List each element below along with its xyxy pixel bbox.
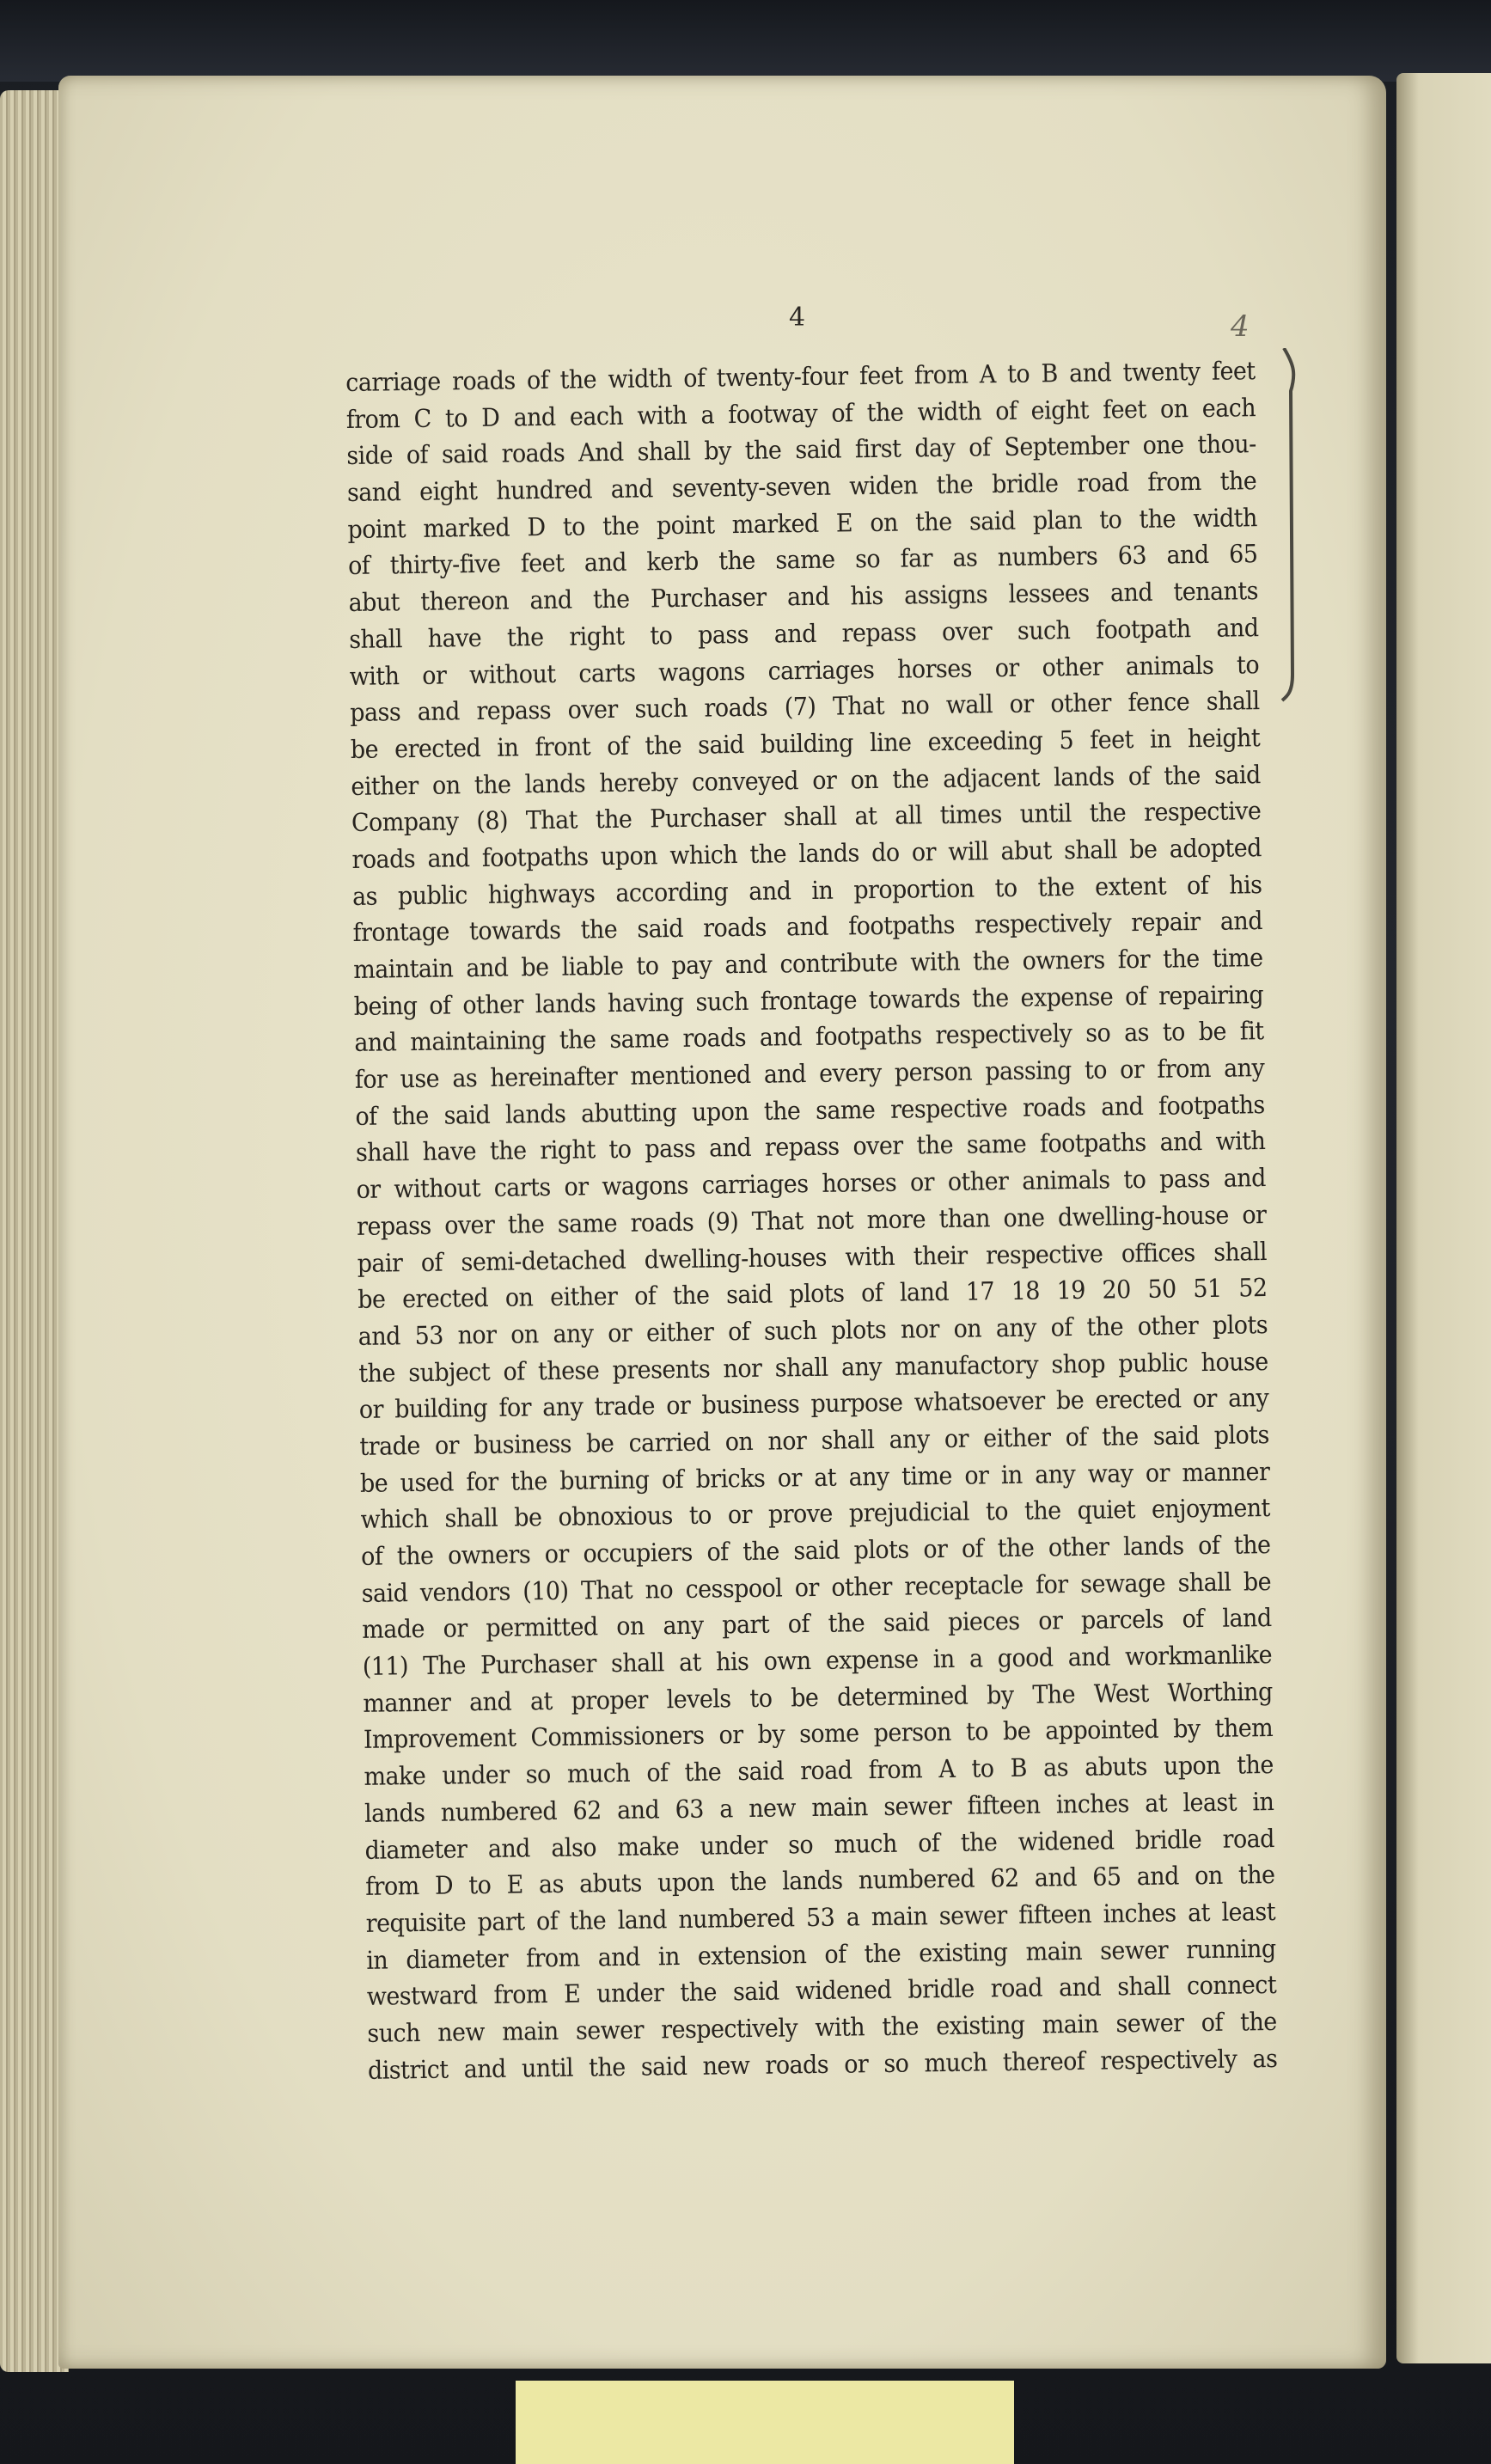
yellow-marker-slip xyxy=(516,2381,1014,2464)
text-line: lands numbered 62 and 63 a new main sewer fifteen inches at least in xyxy=(364,1786,1274,1828)
text-line: with or without carts wagons carriages horses or other animals to xyxy=(349,649,1260,691)
text-line: make under so much of the said road from A to B as abuts upon the xyxy=(364,1750,1274,1791)
pencil-bracket-mark xyxy=(1279,348,1305,709)
text-line: roads and footpaths upon which the lands do or will abut shall be adopted xyxy=(351,833,1262,874)
page-number: 4 xyxy=(789,303,806,333)
text-line: in diameter from and in extension of the existing main sewer running xyxy=(366,1933,1276,1975)
text-line: side of said roads And shall by the said first day of September one thou- xyxy=(346,429,1256,471)
text-line: or without carts or wagons carriages horses or other animals to pass and xyxy=(356,1163,1267,1205)
text-line: pass and repass over such roads (7) That no wall or other fence shall xyxy=(350,686,1260,728)
text-line: said vendors (10) That no cesspool or other receptacle for sewage shall be xyxy=(361,1566,1272,1608)
text-line: shall have the right to pass and repass over such footpath and xyxy=(348,612,1259,654)
text-line: shall have the right to pass and repass over the same footpaths and with xyxy=(355,1126,1266,1168)
text-line: and 53 nor on any or either of such plots nor on any of the other plots xyxy=(357,1309,1268,1351)
text-line: carriage roads of the width of twenty-four feet from A to B and twenty feet xyxy=(345,356,1256,397)
text-line: repass over the same roads (9) That not more than one dwelling-house or xyxy=(356,1199,1267,1241)
text-line: westward from E under the said widened bridle road and shall connect xyxy=(366,1970,1277,2012)
text-line: abut thereon and the Purchaser and his assigns lessees and tenants xyxy=(348,576,1259,618)
text-line: maintain and be liable to pay and contribute with the owners for the time xyxy=(352,943,1263,984)
text-line: diameter and also make under so much of the widened bridle road xyxy=(364,1823,1275,1865)
text-line: from D to E as abuts upon the lands numbered 62 and 65 and on the xyxy=(364,1860,1275,1902)
body-text xyxy=(345,352,1277,2088)
text-line: manner and at proper levels to be determined by The West Worthing xyxy=(363,1676,1273,1718)
text-line: such new main sewer respectively with the existing main sewer of the xyxy=(367,2006,1277,2048)
text-line: be used for the burning of bricks or at any time or in any way or manner xyxy=(359,1456,1270,1498)
text-line: frontage towards the said roads and footpaths respectively repair and xyxy=(352,906,1263,948)
text-line: or building for any trade or business purpose whatsoever be erected or any xyxy=(358,1383,1269,1425)
text-line: and maintaining the same roads and footpaths respectively so as to be fit xyxy=(354,1016,1264,1058)
facing-page-edge xyxy=(1396,73,1491,2363)
text-line: Company (8) That the Purchaser shall at all times until the respective xyxy=(351,796,1262,838)
text-line: Improvement Commissioners or by some person to be appointed by them xyxy=(363,1713,1274,1755)
text-line: of thirty-five feet and kerb the same so far as numbers 63 and 65 xyxy=(347,539,1258,581)
pencil-annotation: 4 xyxy=(1231,309,1250,344)
text-line: for use as hereinafter mentioned and every person passing to or from any xyxy=(354,1053,1265,1094)
text-line: pair of semi-detached dwelling-houses with their respective offices shall xyxy=(357,1236,1268,1278)
text-line: sand eight hundred and seventy-seven widen the bridle road from the xyxy=(346,466,1257,508)
text-line: point marked D to the point marked E on the said plan to the width xyxy=(347,502,1257,544)
text-line: of the said lands abutting upon the same respective roads and footpaths xyxy=(355,1089,1265,1131)
text-line: as public highways according and in proportion to the extent of his xyxy=(351,869,1262,911)
text-line: which shall be obnoxious to or prove prejudicial to the quiet enjoyment xyxy=(360,1493,1271,1535)
text-line: being of other lands having such frontage towards the expense of repairing xyxy=(353,979,1264,1021)
text-line: trade or business be carried on nor shall any or either of the said plots xyxy=(359,1419,1269,1461)
text-line: made or permitted on any part of the said pieces or parcels of land xyxy=(362,1603,1272,1645)
text-line: either on the lands hereby conveyed or on the adjacent lands of the said xyxy=(351,759,1261,801)
text-line: (11) The Purchaser shall at his own expense in a good and workmanlike xyxy=(362,1640,1273,1681)
text-line: be erected in front of the said building line exceeding 5 feet in height xyxy=(350,722,1261,764)
scanner-background-top xyxy=(0,0,1491,82)
text-line: be erected on either of the said plots of land 17 18 19 20 50 51 52 xyxy=(357,1273,1268,1315)
text-line: the subject of these presents nor shall any manufactory shop public house xyxy=(358,1346,1268,1388)
text-line: district and until the said new roads or so much thereof respectively as xyxy=(367,2043,1278,2085)
text-line: requisite part of the land numbered 53 a main sewer fifteen inches at least xyxy=(365,1896,1276,1938)
text-line: from C to D and each with a footway of the width of eight feet on each xyxy=(345,392,1256,434)
text-line: of the owners or occupiers of the said plots or of the other lands of the xyxy=(360,1530,1271,1571)
